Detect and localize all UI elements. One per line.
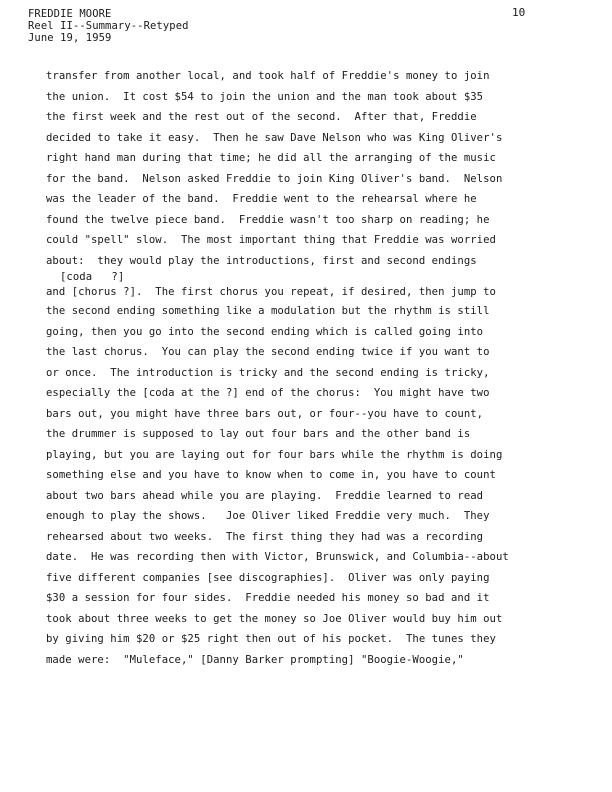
text-line: enough to play the shows. Joe Oliver liked Freddie very much. They xyxy=(46,510,490,522)
text-line: by giving him $20 or $25 right then out of his pocket. The tunes they xyxy=(46,633,496,645)
text-line: could "spell" slow. The most important thing that Freddie was worried xyxy=(46,234,496,246)
text-line: transfer from another local, and took half of Freddie's money to join xyxy=(46,70,490,82)
text-line: especially the [coda at the ?] end of the chorus: You might have two xyxy=(46,387,490,399)
text-line: bars out, you might have three bars out, or four--you have to count, xyxy=(46,407,484,420)
text-line: playing, but you are laying out for four bars while the rhythm is doing xyxy=(46,448,503,461)
text-line: rehearsed about two weeks. The first thing they had was a recording xyxy=(46,530,484,543)
text-line: the last chorus. You can play the second ending twice if you want to xyxy=(46,346,490,358)
interlinear-annotation: [coda ?] xyxy=(60,271,125,283)
reel-label: Reel II--Summary--Retyped xyxy=(28,20,189,32)
text-line: the union. It cost $54 to join the union and the man took about $35 xyxy=(46,90,484,103)
interviewee-name: FREDDIE MOORE xyxy=(28,8,112,20)
text-line: was the leader of the band. Freddie went to the rehearsal where he xyxy=(46,193,477,205)
page-number: 10 xyxy=(512,6,526,19)
document-header xyxy=(28,8,189,44)
text-line: about two bars ahead while you are playing. Freddie learned to read xyxy=(46,489,484,502)
text-line: or once. The introduction is tricky and the second ending is tricky, xyxy=(46,366,490,379)
text-line: date. He was recording then with Victor, Brunswick, and Columbia--about xyxy=(46,551,509,563)
text-line: right hand man during that time; he did all the arranging of the music xyxy=(46,152,496,164)
text-line: took about three weeks to get the money so Joe Oliver would buy him out xyxy=(46,612,503,625)
text-line: and [chorus ?]. The first chorus you repeat, if desired, then jump to xyxy=(46,286,496,298)
text-line: five different companies [see discographies]. Oliver was only paying xyxy=(46,571,490,584)
text-line: going, then you go into the second ending which is called going into xyxy=(46,325,484,338)
text-line: found the twelve piece band. Freddie wasn't too sharp on reading; he xyxy=(46,213,490,226)
text-line: about: they would play the introductions, first and second endings xyxy=(46,254,477,267)
text-line: for the band. Nelson asked Freddie to join King Oliver's band. Nelson xyxy=(46,172,503,185)
text-line: something else and you have to know when to come in, you have to count xyxy=(46,469,496,481)
text-line: decided to take it easy. Then he saw Dave Nelson who was King Oliver's xyxy=(46,131,503,144)
text-line: the first week and the rest out of the second. After that, Freddie xyxy=(46,111,477,123)
interview-date: June 19, 1959 xyxy=(28,32,112,44)
text-line: $30 a session for four sides. Freddie needed his money so bad and it xyxy=(46,592,490,604)
transcript-body xyxy=(46,66,586,670)
text-line: the second ending something like a modulation but the rhythm is still xyxy=(46,305,490,317)
text-line: the drummer is supposed to lay out four bars and the other band is xyxy=(46,428,471,440)
text-line: made were: "Muleface," [Danny Barker prompting] "Boogie-Woogie," xyxy=(46,653,464,666)
